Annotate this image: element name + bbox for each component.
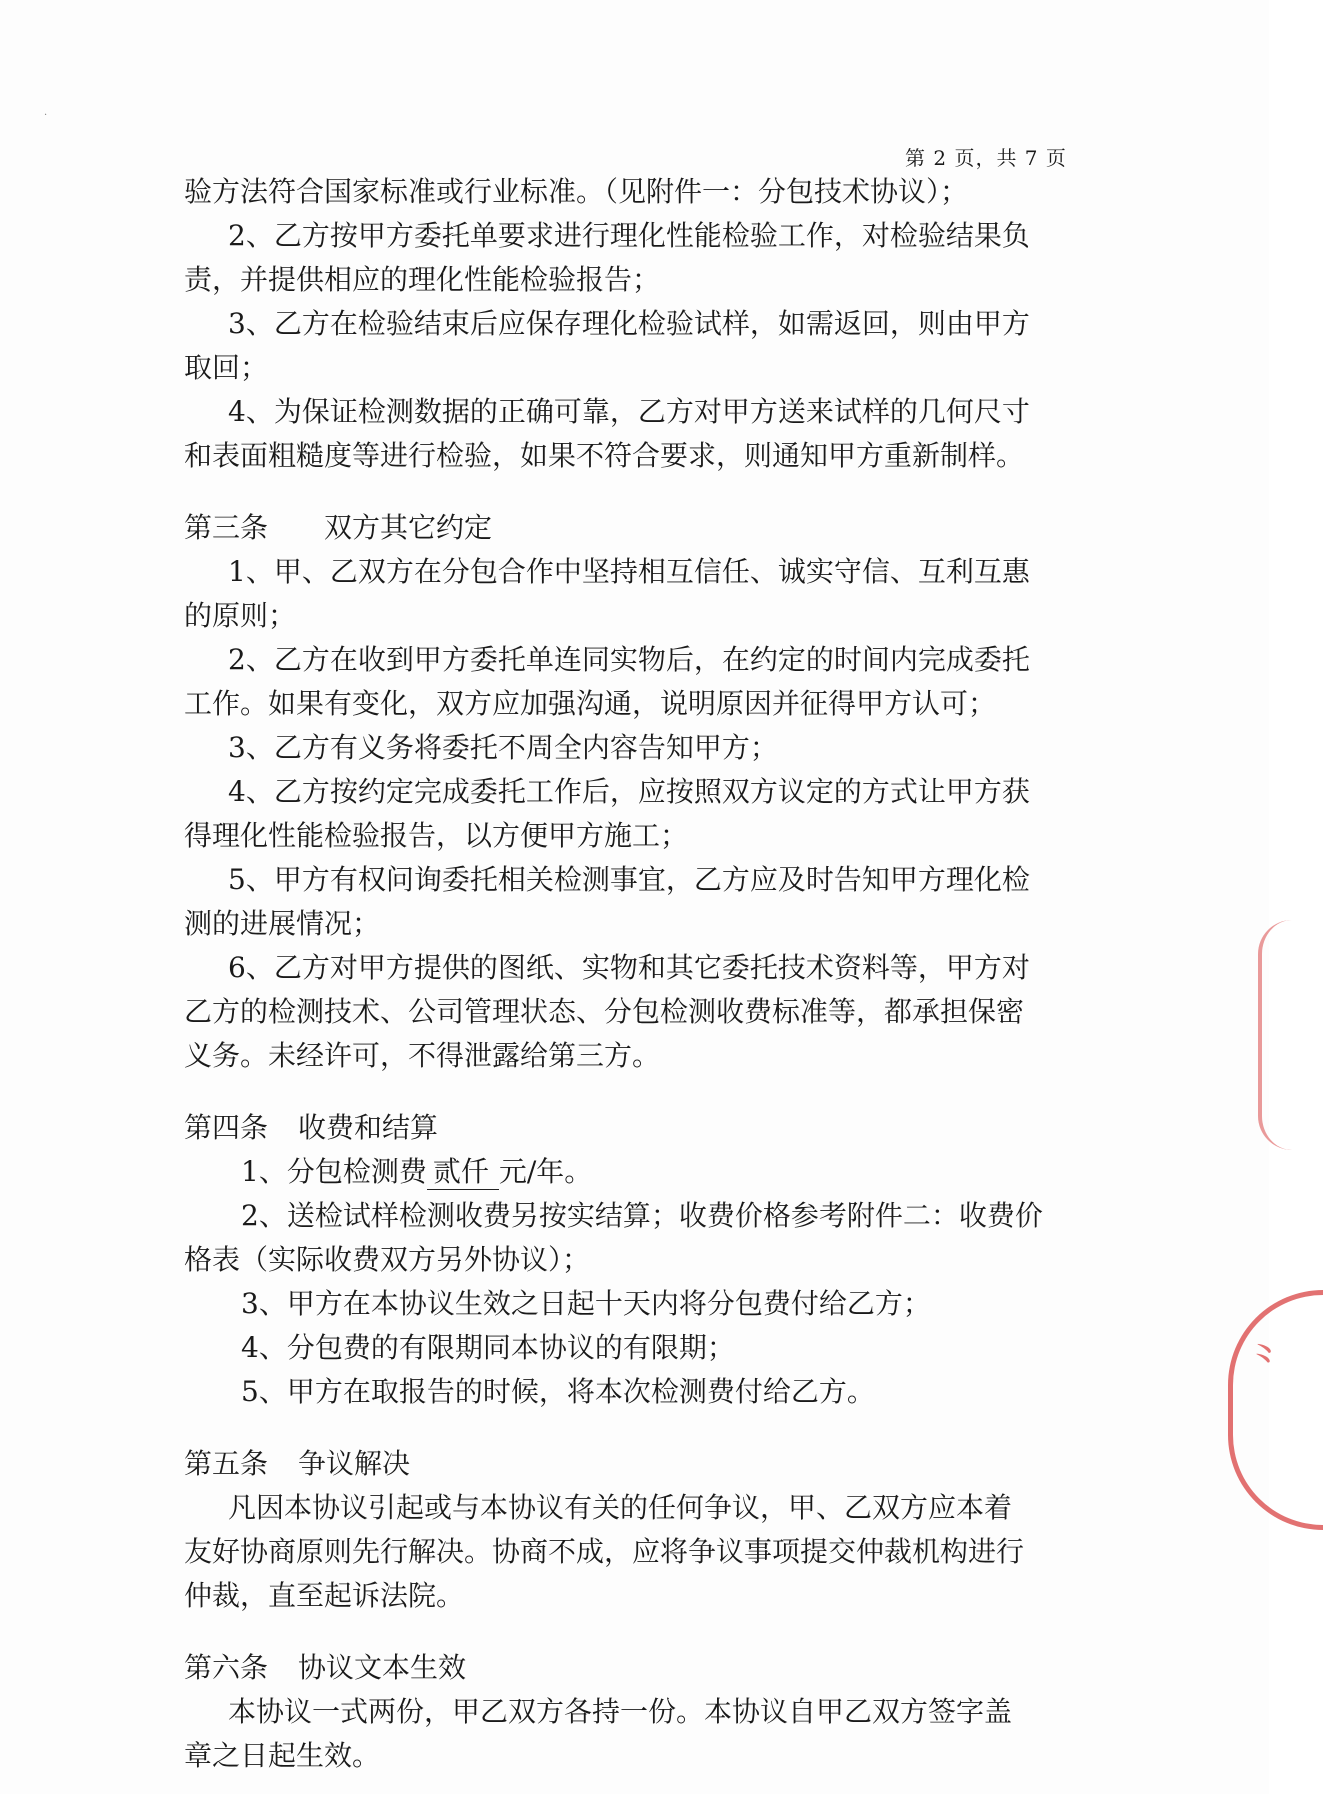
article-3-line: 1、甲、乙双方在分包合作中坚持相互信任、诚实守信、互利互惠: [228, 555, 1030, 588]
article-4-line: 格表（实际收费双方另外协议）；: [184, 1243, 591, 1276]
article-number: 第六条: [184, 1651, 269, 1684]
article-3-line: 5、甲方有权问询委托相关检测事宜，乙方应及时告知甲方理化检: [228, 863, 1030, 896]
article-3-line: 义务。未经许可，不得泄露给第三方。: [184, 1039, 661, 1072]
fee-prefix: 1、分包检测费: [241, 1155, 427, 1188]
article-4-heading: [184, 1106, 1104, 1150]
article-4-line: 4、分包费的有限期同本协议的有限期；: [241, 1331, 735, 1364]
article-3-line: 2、乙方在收到甲方委托单连同实物后，在约定的时间内完成委托: [228, 643, 1030, 676]
article-title: 收费和结算: [298, 1111, 439, 1144]
article-4-line: 2、送检试样检测收费另按实结算；收费价格参考附件二：收费价: [241, 1199, 1043, 1232]
body-line: 4、为保证检测数据的正确可靠，乙方对甲方送来试样的几何尺寸: [228, 395, 1030, 428]
body-line: 责，并提供相应的理化性能检验报告；: [184, 263, 661, 296]
partial-seal-lower: [1228, 1290, 1323, 1530]
article-6-line: 章之日起生效。: [184, 1739, 381, 1772]
article-3-line: 的原则；: [184, 599, 297, 632]
article-number: 第四条: [184, 1111, 269, 1144]
article-5-heading: [184, 1442, 1104, 1486]
article-3-line: 得理化性能检验报告，以方便甲方施工；: [184, 819, 689, 852]
fee-line: [184, 1150, 1104, 1194]
article-5-line: 友好协商原则先行解决。协商不成，应将争议事项提交仲裁机构进行: [184, 1535, 1025, 1568]
article-3-line: 6、乙方对甲方提供的图纸、实物和其它委托技术资料等，甲方对: [228, 951, 1030, 984]
body-line: 3、乙方在检验结束后应保存理化检验试样，如需返回，则由甲方: [228, 307, 1030, 340]
article-3-line: 4、乙方按约定完成委托工作后，应按照双方议定的方式让甲方获: [228, 775, 1030, 808]
body-line: 取回；: [184, 351, 269, 384]
body-line: 2、乙方按甲方委托单要求进行理化性能检验工作，对检验结果负: [228, 219, 1030, 252]
fee-amount-blank: 贰仟: [427, 1155, 499, 1190]
article-3-line: 工作。如果有变化，双方应加强沟通，说明原因并征得甲方认可；: [184, 687, 997, 720]
seal-glyph-mark: ⺀: [1245, 1339, 1285, 1385]
article-3-line: 测的进展情况；: [184, 907, 381, 940]
article-5-line: 仲裁，直至起诉法院。: [184, 1579, 465, 1612]
article-3-line: 3、乙方有义务将委托不周全内容告知甲方；: [228, 731, 778, 764]
article-4-line: 3、甲方在本协议生效之日起十天内将分包费付给乙方；: [241, 1287, 931, 1320]
article-number: 第五条: [184, 1447, 269, 1480]
partial-seal-upper: [1258, 920, 1292, 1150]
article-5-line: 凡因本协议引起或与本协议有关的任何争议，甲、乙双方应本着: [228, 1491, 1013, 1524]
article-title: 双方其它约定: [324, 511, 493, 544]
article-6-line: 本协议一式两份，甲乙双方各持一份。本协议自甲乙双方签字盖: [228, 1695, 1013, 1728]
article-title: 争议解决: [298, 1447, 411, 1480]
body-line: 验方法符合国家标准或行业标准。（见附件一：分包技术协议）；: [184, 175, 969, 208]
body-line: 和表面粗糙度等进行检验，如果不符合要求，则通知甲方重新制样。: [184, 439, 1025, 472]
scan-speck: ·: [44, 110, 48, 121]
article-6-heading: [184, 1646, 1104, 1690]
article-title: 协议文本生效: [298, 1651, 467, 1684]
article-4-line: 5、甲方在取报告的时候，将本次检测费付给乙方。: [241, 1375, 875, 1408]
article-3-heading: [184, 506, 1104, 550]
fee-suffix: 元/年。: [498, 1155, 593, 1188]
page-number: 第 2 页，共 7 页: [905, 146, 1067, 170]
document-body: [184, 170, 1104, 1778]
article-number: 第三条: [184, 511, 269, 544]
article-3-line: 乙方的检测技术、公司管理状态、分包检测收费标准等，都承担保密: [184, 995, 1025, 1028]
